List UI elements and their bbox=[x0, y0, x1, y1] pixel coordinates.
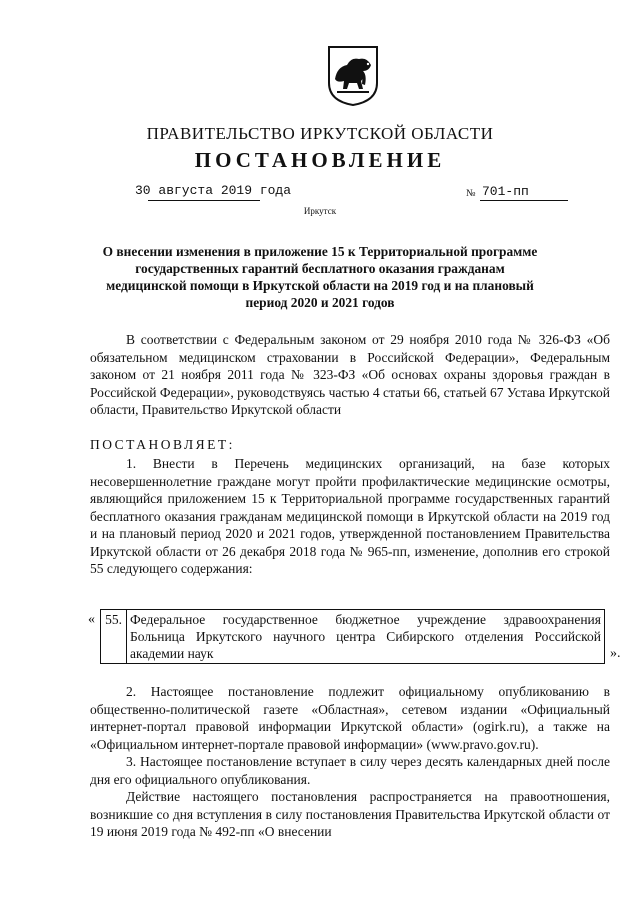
item-3-text: 3. Настоящее постановление вступает в силу через десять календарных дней после дня его официального опубликования. bbox=[90, 754, 610, 787]
date-underline bbox=[148, 200, 260, 201]
document-title: О внесении изменения в приложение 15 к Территориальной программе государственных гарантий бесплатного оказания гражданам медицинской помощи в Иркутской области на 2019 год и на плановый период 2020 и 2021 годов bbox=[102, 244, 538, 310]
item-3-continuation-paragraph bbox=[90, 788, 610, 841]
item-1-text: 1. Внести в Перечень медицинских организаций, на базе которых несовершеннолетние граждане могут пройти профилактические медицинские осмотры, являющийся приложением 15 к Территориальной программе государственных гарантий бесплатного оказания гражданам медицинской помощи в Иркутской области на 2019 год и на плановый период 2020 и 2021 годов, утвержденной постановлением Правительства Иркутской области от 26 декабря 2018 года № 965-пп, изменение, дополнив его строкой 55 следующего содержания: bbox=[90, 456, 610, 576]
preamble-text: В соответствии с Федеральным законом от 29 ноября 2010 года № 326-ФЗ «Об обязательном медицинском страховании в Российской Федерации», Федеральным законом от 21 ноября 2011 года № 323-ФЗ «Об основах охраны здоровья граждан в Российской Федерации», руководствуясь частью 4 статьи 66, статьей 67 Устава Иркутской области, Правительство Иркутской области bbox=[90, 332, 610, 417]
item-3-continuation-text: Действие настоящего постановления распространяется на правоотношения, возникшие со дня вступления в силу постановления Правительства Иркутской области от 19 июня 2019 года № 492-пп «О внесении bbox=[90, 789, 610, 839]
item-2-text: 2. Настоящее постановление подлежит официальному опубликованию в общественно-политической газете «Областная», сетевом издании «Официальный интернет-портал правовой информации Иркутской области» (ogirk.ru), а также на «Официальном интернет-портале правовой информации» (www.pravo.gov.ru). bbox=[90, 684, 610, 752]
document-number: 701-пп bbox=[482, 184, 529, 199]
item-3-paragraph bbox=[90, 753, 610, 788]
irkutsk-coat-of-arms-icon bbox=[327, 45, 379, 107]
document-type: ПОСТАНОВЛЕНИЕ bbox=[194, 148, 446, 172]
item-2-paragraph bbox=[90, 683, 610, 753]
table-close-quote: ». bbox=[610, 646, 621, 661]
government-name: ПРАВИТЕЛЬСТВО ИРКУТСКОЙ ОБЛАСТИ bbox=[146, 124, 494, 143]
number-underline bbox=[480, 200, 568, 201]
row-text-cell: Федеральное государственное бюджетное учреждение здравоохранения Больница Иркутского научного центра Сибирского отделения Российской академии наук bbox=[127, 610, 605, 664]
document-date: 30 августа 2019 года bbox=[135, 183, 292, 198]
table-row bbox=[101, 610, 605, 664]
insert-row-table bbox=[100, 609, 605, 664]
table-open-quote: « bbox=[88, 612, 95, 627]
row-number-cell: 55. bbox=[101, 610, 127, 664]
document-city: Иркутск bbox=[303, 206, 337, 216]
resolves-heading: ПОСТАНОВЛЯЕТ: bbox=[90, 437, 235, 452]
item-1-paragraph bbox=[90, 455, 610, 578]
preamble-paragraph bbox=[90, 331, 610, 419]
number-sign: № bbox=[466, 188, 476, 199]
